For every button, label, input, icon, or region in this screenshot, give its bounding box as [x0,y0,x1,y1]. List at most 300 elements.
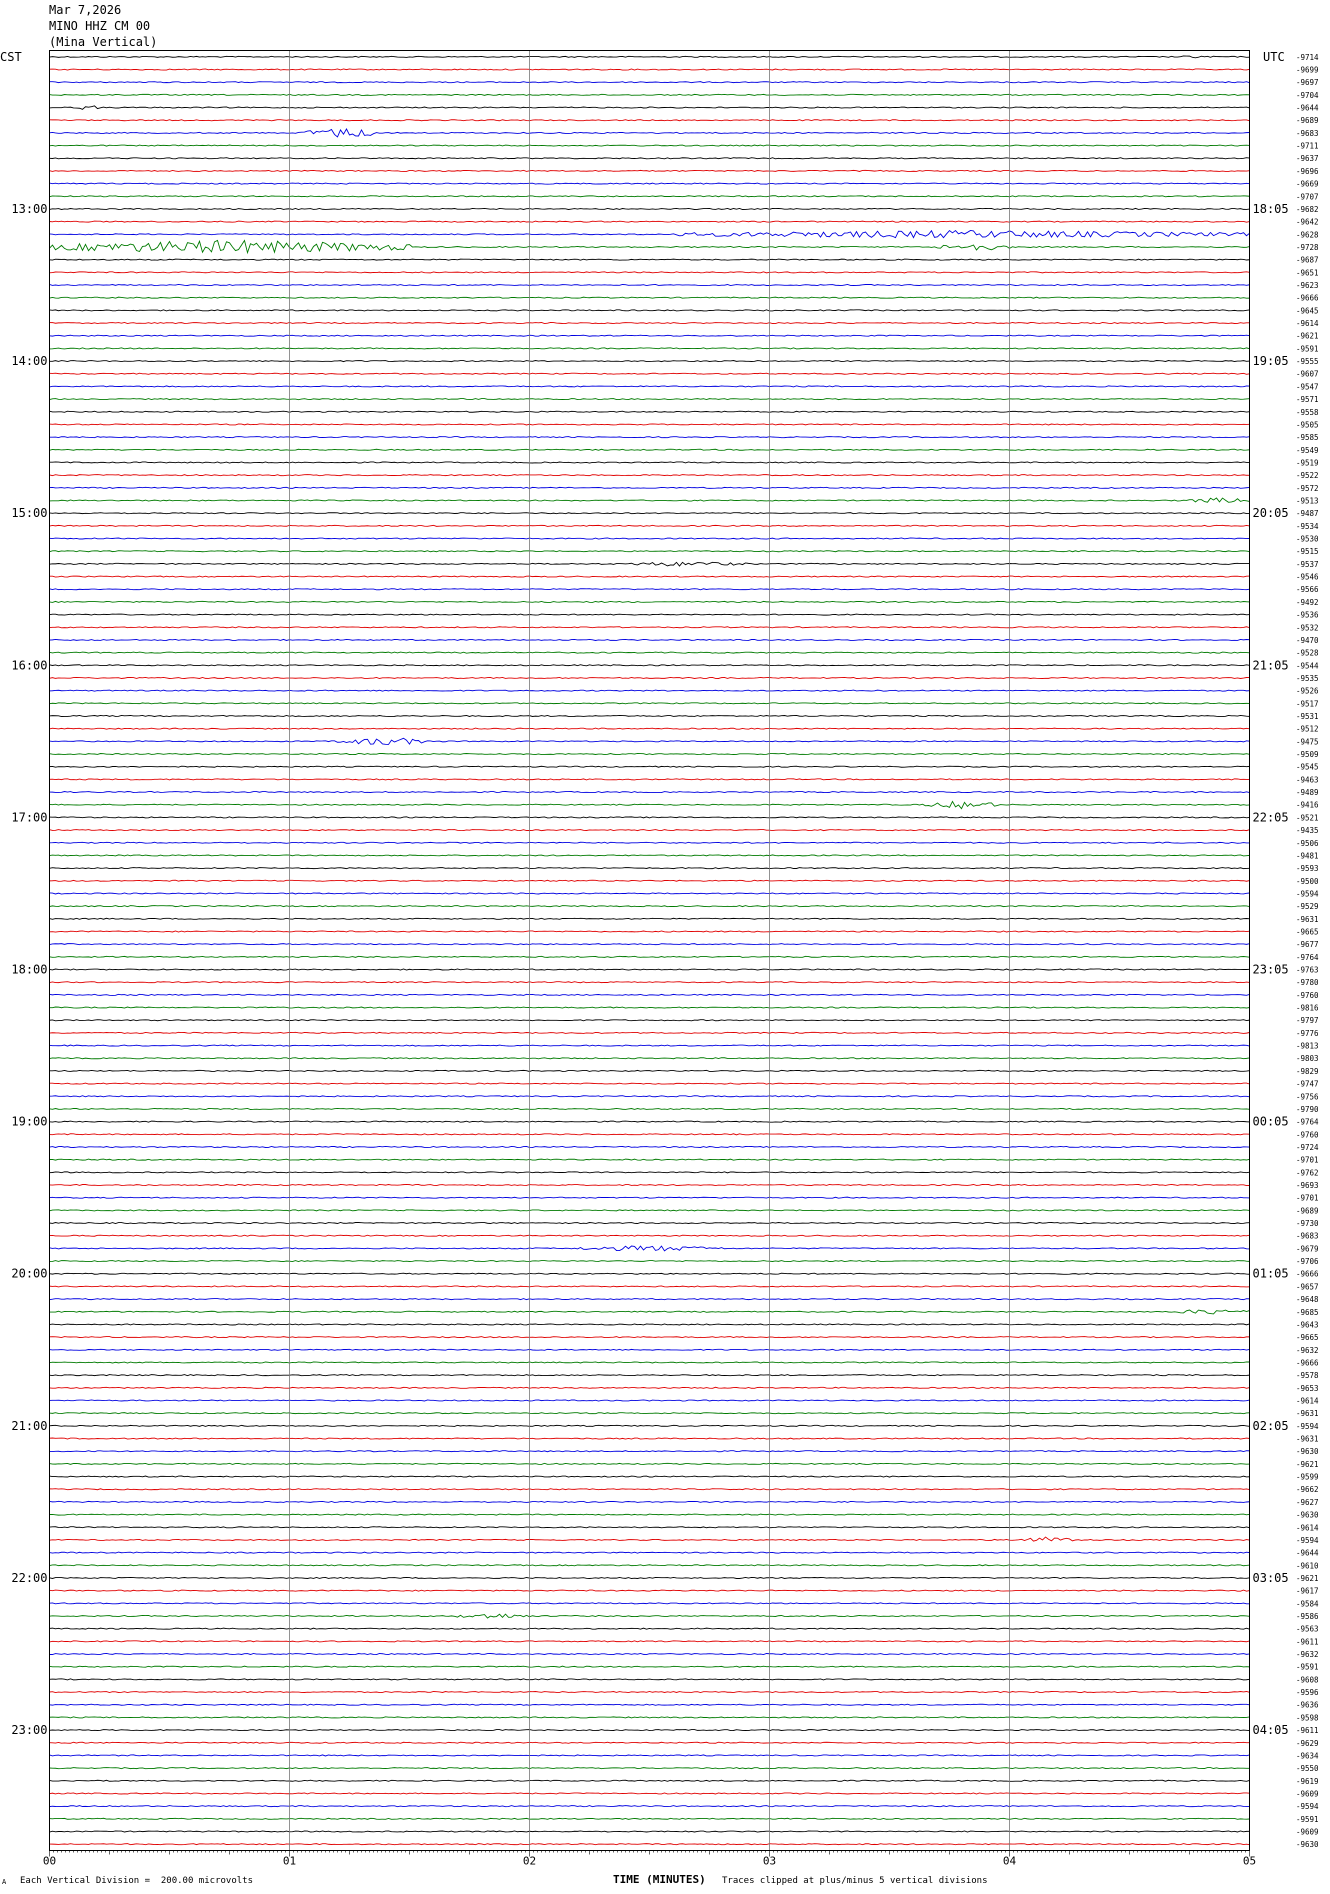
trace-offset-label: -9528 [1296,648,1319,658]
utc-hour-label: 18:05 [1252,201,1289,216]
trace-offset-label: -9790 [1296,1104,1319,1114]
trace-offset-label: -9693 [1296,1181,1319,1191]
trace-line [50,196,1250,197]
trace-line [50,1362,1250,1363]
trace-line [50,399,1250,400]
trace-offset-label: -9614 [1296,319,1319,329]
trace-line [50,1614,1250,1618]
trace-line [50,322,1250,323]
trace-line [50,1108,1250,1109]
trace-offset-label: -9489 [1296,788,1319,798]
cst-hour-label: 19:00 [11,1114,48,1129]
trace-line [50,1514,1250,1515]
trace-offset-label: -9621 [1296,1573,1319,1583]
trace-offset-label: -9644 [1296,103,1319,113]
cst-hour-label: 21:00 [11,1418,48,1433]
trace-line [50,120,1250,121]
cst-hour-label: 17:00 [11,810,48,825]
x-tick-label: 02 [522,1854,537,1868]
trace-line [50,1020,1250,1021]
trace-line [50,373,1250,374]
trace-offset-label: -9619 [1296,1776,1319,1786]
trace-line [50,1007,1250,1008]
trace-offset-label: -9645 [1296,306,1319,316]
trace-offset-label: -9689 [1296,1206,1319,1216]
trace-offset-label: -9763 [1296,965,1319,975]
cst-hour-label: 14:00 [11,354,48,369]
x-axis-title: TIME (MINUTES) [613,1873,706,1886]
trace-offset-label: -9594 [1296,889,1319,899]
trace-line [50,1413,1250,1414]
trace-line [50,1172,1250,1173]
trace-line [50,183,1250,184]
trace-offset-label: -9610 [1296,1561,1319,1571]
trace-line [50,1692,1250,1693]
trace-line [50,1273,1250,1274]
trace-line [50,1780,1250,1781]
trace-offset-label: -9566 [1296,585,1319,595]
trace-offset-label: -9651 [1296,268,1319,278]
trace-line [50,1666,1250,1667]
trace-line [50,1310,1250,1314]
trace-line [50,1400,1250,1401]
trace-line [50,1641,1250,1642]
trace-line [50,1337,1250,1338]
trace-line [50,562,1250,566]
trace-offset-label: -9591 [1296,1662,1319,1672]
trace-line [50,703,1250,704]
trace-offset-label: -9632 [1296,1345,1319,1355]
trace-offset-label: -9609 [1296,1789,1319,1799]
trace-offset-label: -9630 [1296,1447,1319,1457]
trace-line [50,1831,1250,1832]
trace-line [50,1501,1250,1502]
trace-line [50,208,1250,209]
trace-line [50,1387,1250,1388]
trace-offset-label: -9780 [1296,978,1319,988]
trace-offset-label: -9550 [1296,1764,1319,1774]
trace-line [50,259,1250,260]
trace-line [50,576,1250,577]
trace-offset-label: -9571 [1296,395,1319,405]
trace-line [50,1717,1250,1718]
trace-line [50,1438,1250,1439]
trace-offset-label: -9669 [1296,179,1319,189]
right-timezone-label: UTC [1263,50,1285,64]
trace-line [50,753,1250,754]
trace-line [50,437,1250,438]
trace-offset-label: -9707 [1296,192,1319,202]
trace-offset-label: -9685 [1296,1307,1319,1317]
trace-line [50,538,1250,539]
trace-line [50,1628,1250,1629]
trace-offset-label: -9611 [1296,1726,1319,1736]
header-date: Mar 7,2026 [49,3,122,17]
trace-offset-label: -9701 [1296,1155,1319,1165]
trace-line [50,830,1250,831]
trace-line [50,1565,1250,1566]
trace-offset-label: -9621 [1296,331,1319,341]
trace-line [50,1375,1250,1376]
trace-group [50,56,1250,1845]
trace-line [50,475,1250,476]
trace-offset-label: -9572 [1296,483,1319,493]
trace-offset-label: -9558 [1296,407,1319,417]
trace-line [50,525,1250,526]
trace-line [50,1818,1250,1819]
trace-line [50,513,1250,514]
trace-line [50,1755,1250,1756]
trace-offset-label: -9642 [1296,217,1319,227]
x-axis-ticks [43,1851,1256,1868]
trace-line [50,129,1250,137]
trace-line [50,1768,1250,1769]
trace-offset-label: -9517 [1296,699,1319,709]
trace-line [50,411,1250,412]
trace-line [50,1603,1250,1604]
trace-line [50,779,1250,780]
trace-line [50,906,1250,907]
trace-offset-label: -9530 [1296,534,1319,544]
trace-offset-label: -9614 [1296,1396,1319,1406]
trace-line [50,1730,1250,1731]
trace-line [50,614,1250,615]
trace-offset-label: -9665 [1296,927,1319,937]
trace-line [50,944,1250,945]
trace-line [50,1096,1250,1097]
trace-line [50,738,1250,744]
trace-offset-label: -9762 [1296,1168,1319,1178]
trace-offset-label: -9594 [1296,1802,1319,1812]
plot-frame [50,51,1250,1851]
trace-offset-label: -9657 [1296,1282,1319,1292]
trace-offset-label: -9728 [1296,242,1319,252]
clip-note: Traces clipped at plus/minus 5 vertical divisions [722,1876,988,1886]
trace-offset-label: -9687 [1296,255,1319,265]
trace-line [50,627,1250,628]
trace-offset-label: -9416 [1296,800,1319,810]
trace-line [50,969,1250,970]
trace-line [50,1349,1250,1350]
trace-line [50,1032,1250,1033]
trace-line [50,310,1250,311]
trace-line [50,1489,1250,1490]
trace-offset-label: -9797 [1296,1016,1319,1026]
cst-hour-label: 16:00 [11,658,48,673]
trace-line [50,56,1250,58]
trace-line [50,69,1250,70]
trace-offset-label: -9611 [1296,1637,1319,1647]
trace-line [50,1197,1250,1198]
trace-offset-label: -9545 [1296,762,1319,772]
vertical-scale-note: Each Vertical Division = 200.00 microvolts [20,1876,253,1886]
trace-line [50,842,1250,843]
x-tick-label: 01 [282,1854,297,1868]
trace-line [50,82,1250,83]
trace-line [50,690,1250,691]
trace-line [50,982,1250,983]
trace-line [50,335,1250,336]
trace-line [50,158,1250,159]
header-station: MINO HHZ CM 00 [49,19,151,33]
trace-line [50,994,1250,995]
trace-line [50,1679,1250,1680]
trace-offset-label: -9463 [1296,775,1319,785]
trace-line [50,1793,1250,1794]
trace-offset-label: -9549 [1296,445,1319,455]
trace-offset-label: -9586 [1296,1611,1319,1621]
trace-offset-label: -9578 [1296,1371,1319,1381]
trace-line [50,297,1250,298]
trace-offset-label: -9475 [1296,737,1319,747]
trace-line [50,1159,1250,1160]
trace-offset-label: -9704 [1296,90,1319,100]
trace-line [50,170,1250,171]
header-location: (Mina Vertical) [49,35,158,49]
trace-line [50,221,1250,222]
trace-line [50,1261,1250,1262]
trace-offset-label: -9662 [1296,1485,1319,1495]
trace-line [50,677,1250,678]
cst-hour-label: 20:00 [11,1266,48,1281]
trace-offset-label: -9628 [1296,230,1319,240]
trace-line [50,1463,1250,1464]
trace-offset-label: -9644 [1296,1548,1319,1558]
trace-line [50,1844,1250,1845]
trace-offset-label: -9636 [1296,1700,1319,1710]
trace-line [50,1527,1250,1528]
trace-offset-label: -9535 [1296,673,1319,683]
trace-line [50,284,1250,285]
trace-offset-label: -9699 [1296,65,1319,75]
trace-offset-label: -9803 [1296,1054,1319,1064]
trace-offset-label: -9714 [1296,52,1319,62]
utc-hour-label: 02:05 [1252,1418,1289,1433]
trace-line [50,893,1250,894]
trace-offset-label: -9829 [1296,1066,1319,1076]
trace-offset-label: -9555 [1296,357,1319,367]
trace-line [50,1121,1250,1122]
trace-line [50,145,1250,146]
trace-line [50,715,1250,716]
trace-offset-label: -9596 [1296,1688,1319,1698]
trace-offset-label: -9492 [1296,597,1319,607]
trace-line [50,766,1250,767]
trace-offset-label: -9677 [1296,940,1319,950]
trace-line [50,1184,1250,1185]
trace-offset-label: -9505 [1296,420,1319,430]
trace-line [50,1552,1250,1553]
trace-offset-label: -9682 [1296,204,1319,214]
trace-line [50,1235,1250,1236]
trace-offset-label: -9666 [1296,1358,1319,1368]
trace-offset-label: -9653 [1296,1383,1319,1393]
trace-offset-label: -9609 [1296,1827,1319,1837]
trace-line [50,728,1250,729]
trace-line [50,868,1250,869]
trace-offset-label: -9689 [1296,116,1319,126]
trace-offset-label: -9532 [1296,623,1319,633]
trace-offset-label: -9591 [1296,1814,1319,1824]
trace-offset-label: -9608 [1296,1675,1319,1685]
trace-line [50,1134,1250,1135]
trace-line [50,348,1250,349]
trace-line [50,361,1250,362]
trace-offset-label: -9515 [1296,547,1319,557]
trace-offset-label: -9536 [1296,610,1319,620]
trace-line [50,1324,1250,1325]
trace-line [50,449,1250,450]
trace-offset-label: -9631 [1296,1409,1319,1419]
utc-hour-label: 23:05 [1252,962,1289,977]
trace-offset-label: -9643 [1296,1320,1319,1330]
trace-offset-label: -9666 [1296,1269,1319,1279]
trace-line [50,462,1250,463]
trace-line [50,1537,1250,1541]
x-tick-label: 05 [1242,1854,1257,1868]
trace-line [50,1425,1250,1426]
cst-hour-label: 18:00 [11,962,48,977]
trace-offset-label: -9756 [1296,1092,1319,1102]
trace-offset-label: -9526 [1296,686,1319,696]
trace-line [50,1299,1250,1300]
trace-line [50,106,1250,109]
trace-offset-label: -9617 [1296,1586,1319,1596]
trace-line [50,1246,1250,1251]
trace-line [50,918,1250,919]
trace-line [50,240,1250,252]
trace-offset-label: -9632 [1296,1650,1319,1660]
trace-offset-label: -9637 [1296,154,1319,164]
trace-offset-label: -9760 [1296,1130,1319,1140]
trace-offset-label: -9509 [1296,750,1319,760]
trace-line [50,1590,1250,1591]
trace-offset-label: -9683 [1296,128,1319,138]
trace-offset-label: -9813 [1296,1041,1319,1051]
trace-offset-label: -9594 [1296,1421,1319,1431]
trace-offset-label: -9563 [1296,1624,1319,1634]
trace-line [50,665,1250,666]
footer-mark: A [2,1878,7,1886]
trace-line [50,639,1250,640]
trace-line [50,880,1250,881]
trace-offset-label: -9760 [1296,990,1319,1000]
trace-offset-label: -9701 [1296,1193,1319,1203]
trace-offset-label: -9506 [1296,838,1319,848]
trace-line [50,1451,1250,1452]
utc-hour-label: 19:05 [1252,354,1289,369]
trace-offset-label: -9614 [1296,1523,1319,1533]
trace-offset-label: -9776 [1296,1028,1319,1038]
trace-line [50,601,1250,602]
trace-offset-label: -9666 [1296,293,1319,303]
trace-offset-label: -9599 [1296,1472,1319,1482]
trace-offset-label: -9697 [1296,78,1319,88]
trace-line [50,1146,1250,1147]
trace-line [50,1058,1250,1059]
trace-line [50,1083,1250,1084]
utc-hour-label: 01:05 [1252,1266,1289,1281]
trace-offset-label: -9631 [1296,914,1319,924]
trace-line [50,1653,1250,1654]
cst-hour-label: 23:00 [11,1723,48,1738]
trace-offset-label: -9531 [1296,711,1319,721]
trace-offset-label: -9730 [1296,1219,1319,1229]
trace-offset-label: -9470 [1296,635,1319,645]
trace-offset-label: -9631 [1296,1434,1319,1444]
trace-offset-label: -9816 [1296,1003,1319,1013]
trace-offset-label: -9500 [1296,876,1319,886]
trace-line [50,386,1250,387]
trace-line [50,589,1250,590]
trace-offset-label: -9706 [1296,1257,1319,1267]
trace-offset-label: -9544 [1296,661,1319,671]
trace-line [50,1070,1250,1071]
utc-hour-label: 03:05 [1252,1570,1289,1585]
trace-line [50,1210,1250,1211]
trace-line [50,817,1250,818]
cst-hour-label: 13:00 [11,201,48,216]
trace-offset-label: -9512 [1296,724,1319,734]
x-tick-label: 04 [1002,1854,1017,1868]
trace-line [50,487,1250,488]
trace-offset-label: -9764 [1296,1117,1319,1127]
cst-hour-label: 22:00 [11,1570,48,1585]
utc-hour-label: 22:05 [1252,810,1289,825]
trace-line [50,1222,1250,1223]
trace-offset-label: -9630 [1296,1840,1319,1850]
trace-offset-label: -9679 [1296,1244,1319,1254]
trace-offset-label: -9607 [1296,369,1319,379]
trace-offset-label: -9724 [1296,1142,1319,1152]
trace-line [50,931,1250,932]
trace-line [50,1476,1250,1477]
trace-offset-label: -9487 [1296,509,1319,519]
trace-offset-label: -9623 [1296,281,1319,291]
trace-offset-label: -9522 [1296,471,1319,481]
trace-line [50,424,1250,425]
trace-offset-label: -9529 [1296,902,1319,912]
minute-gridlines [290,51,1010,1851]
trace-line [50,855,1250,856]
trace-offset-label: -9764 [1296,952,1319,962]
trace-offset-label: -9711 [1296,141,1319,151]
trace-offset-label: -9591 [1296,344,1319,354]
trace-offset-label: -9481 [1296,851,1319,861]
trace-offset-label: -9435 [1296,826,1319,836]
trace-offset-label: -9519 [1296,458,1319,468]
trace-line [50,1742,1250,1743]
trace-line [50,498,1250,502]
trace-offset-label: -9547 [1296,382,1319,392]
trace-line [50,230,1250,237]
utc-hour-label: 20:05 [1252,506,1289,521]
trace-offset-label: -9594 [1296,1535,1319,1545]
utc-hour-label: 21:05 [1252,658,1289,673]
trace-line [50,94,1250,95]
utc-hour-label: 04:05 [1252,1723,1289,1738]
trace-offset-label: -9665 [1296,1333,1319,1343]
trace-line [50,551,1250,552]
trace-offset-label: -9621 [1296,1459,1319,1469]
trace-offset-label: -9537 [1296,559,1319,569]
trace-offset-label: -9629 [1296,1738,1319,1748]
trace-offset-label: -9593 [1296,864,1319,874]
trace-line [50,792,1250,793]
trace-offset-label: -9546 [1296,572,1319,582]
trace-offset-label: -9648 [1296,1295,1319,1305]
trace-offset-label: -9683 [1296,1231,1319,1241]
